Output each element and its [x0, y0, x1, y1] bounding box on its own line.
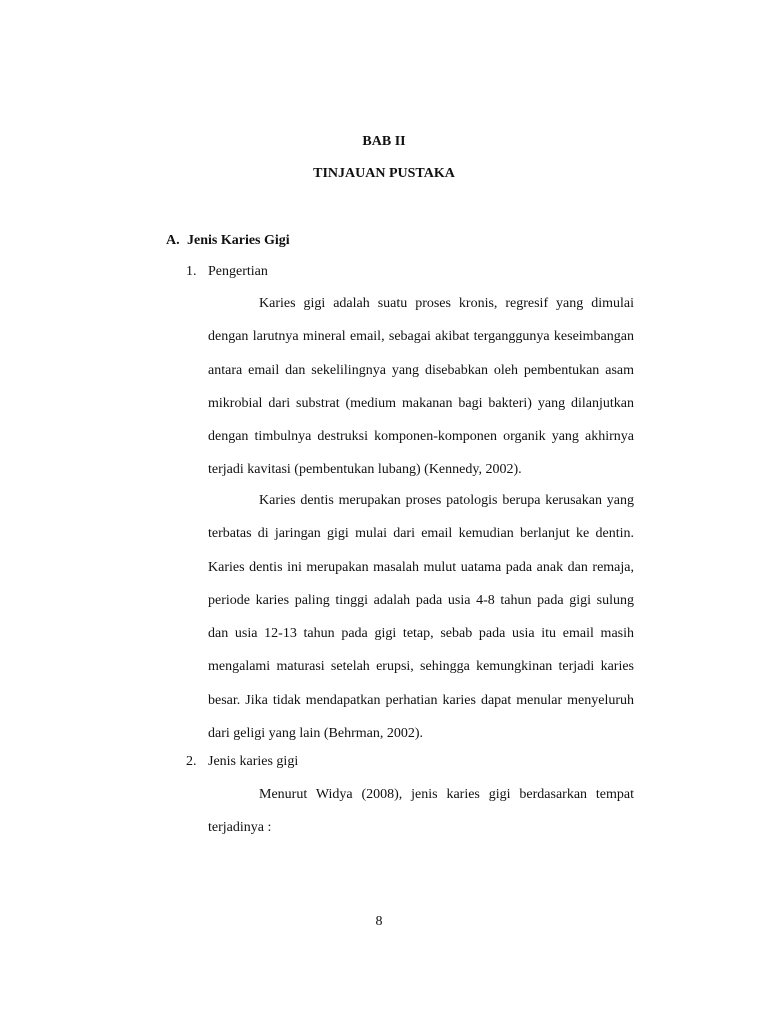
list-item-number: 1.: [186, 264, 197, 279]
list-item-title: Jenis karies gigi: [208, 754, 299, 769]
chapter-title: TINJAUAN PUSTAKA: [313, 166, 455, 181]
list-item-jenis-karies: [186, 754, 298, 770]
chapter-number: BAB II: [362, 134, 406, 149]
paragraph: Karies dentis merupakan proses patologis berupa kerusakan yang terbatas di jaringan gigi mulai dari email kemudian berlanjut ke dentin. Karies dentis ini merupakan masalah mulut uatama pada anak dan remaja, periode karies paling tinggi adalah pada usia 4-8 tahun pada gigi sulung dan usia 12-13 tahun pada gigi tetap, sebab pada usia itu email masih mengalami maturasi setelah erupsi, sehingga kemungkinan terjadi karies besar. Jika tidak mendapatkan perhatian karies dapat menular menyeluruh dari geligi yang lain (Behrman, 2002).: [208, 493, 634, 742]
list-item-title: Pengertian: [208, 264, 268, 279]
page-number: 8: [375, 914, 383, 929]
section-heading: [166, 233, 290, 249]
section-marker: A.: [166, 233, 180, 248]
list-item-pengertian: [186, 264, 268, 280]
section-title: Jenis Karies Gigi: [187, 233, 290, 248]
paragraph: Karies gigi adalah suatu proses kronis, regresif yang dimulai dengan larutnya mineral email, sebagai akibat terganggunya keseimbangan antara email dan sekelilingnya yang disebabkan oleh pembentukan asam mikrobial dari substrat (medium makanan bagi bakteri) yang dilanjutkan dengan timbulnya destruksi komponen-komponen organik yang akhirnya terjadi kavitasi (pembentukan lubang) (Kennedy, 2002).: [208, 296, 634, 478]
list-item-number: 2.: [186, 754, 197, 769]
paragraph: Menurut Widya (2008), jenis karies gigi berdasarkan tempat terjadinya :: [208, 787, 634, 836]
